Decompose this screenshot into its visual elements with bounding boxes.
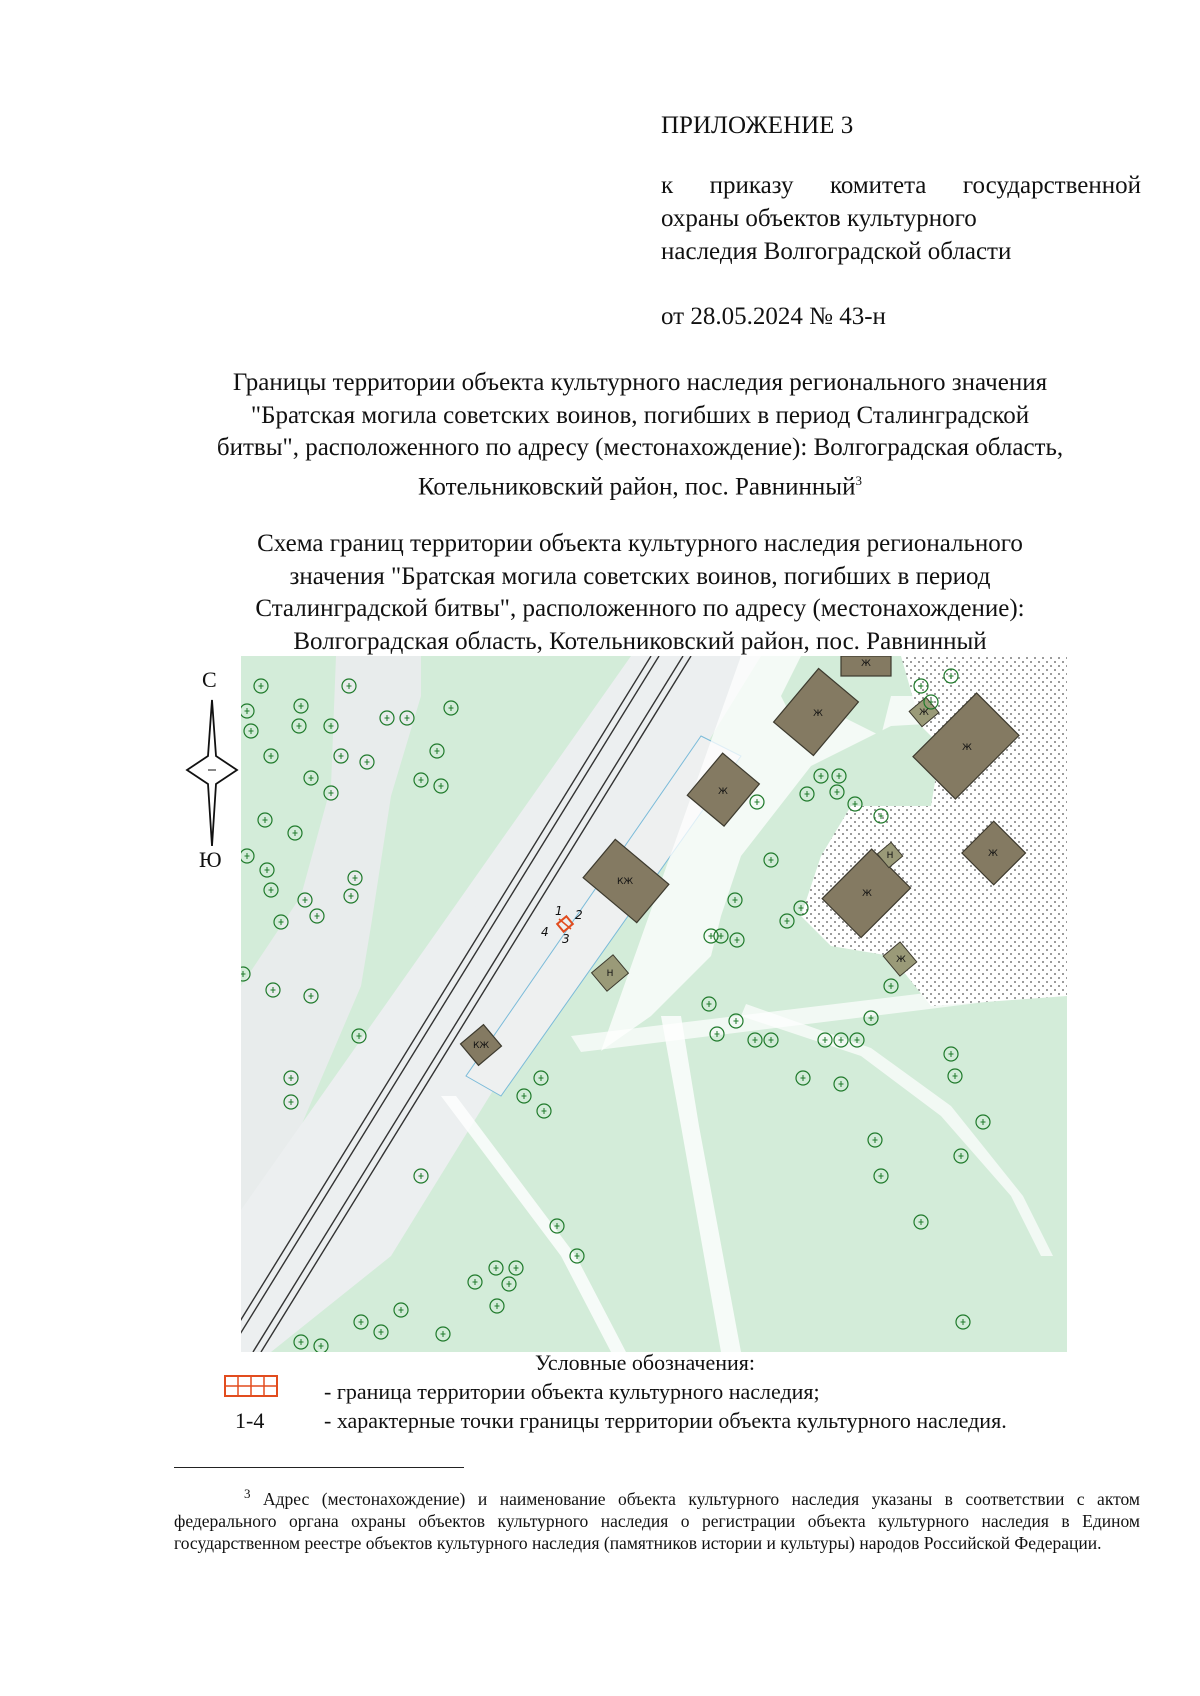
point-label-2: 2 xyxy=(575,908,583,922)
document-title xyxy=(150,367,1130,503)
order-line-1: к приказу комитета государственной xyxy=(661,172,1141,199)
title-line-4-text: Котельниковский район, пос. Равнинный xyxy=(418,472,856,500)
building-label-11: Ж xyxy=(861,659,871,669)
legend-heading: Условные обозначения: xyxy=(535,1350,756,1375)
scheme-title xyxy=(150,528,1130,658)
title-line-3: битвы", расположенного по адресу (местонахождение): Волгоградская область, xyxy=(216,434,1064,461)
building-label-10: Н xyxy=(606,969,614,979)
footnote-text: Адрес (местонахождение) и наименование объекта культурного наследия указаны в соответствии с актом федерального органа охраны объектов культурного наследия о регистрации объекта культурного наследия в Едином государственном реестре объектов культурного наследия (памятников истории и культуры) народов Российской Федерации. xyxy=(174,1488,1140,1553)
legend-boundary-text: - граница территории объекта культурного наследия; xyxy=(324,1379,820,1404)
scheme-line-3: Сталинградской битвы", расположенного по адресу (местонахождение): xyxy=(255,595,1025,622)
compass-arrow-icon xyxy=(185,698,239,848)
title-line-2: "Братская могила советских воинов, погибших в период Сталинградской xyxy=(250,401,1030,429)
building-label-9: Ж xyxy=(919,708,929,718)
site-map xyxy=(241,656,1067,1352)
order-date-number: от 28.05.2024 № 43-н xyxy=(661,303,886,330)
building-label-8: Ж xyxy=(896,955,906,965)
order-line-3: наследия Волгоградской области xyxy=(661,238,1012,265)
footnote-number: 3 xyxy=(244,1486,251,1501)
compass-north-label: С xyxy=(202,667,217,692)
building-label-3: КЖ xyxy=(616,877,634,887)
boundary-legend-icon xyxy=(224,1375,278,1397)
compass-south-label: Ю xyxy=(199,847,222,872)
building-label-5: Ж xyxy=(862,889,872,899)
scheme-line-2: значения "Братская могила советских воинов, погибших в период xyxy=(289,562,991,590)
building-label-1: Ж xyxy=(813,709,823,719)
building-label-6: Ж xyxy=(962,743,972,753)
legend-points-label: 1-4 xyxy=(235,1408,265,1433)
appendix-title: ПРИЛОЖЕНИЕ 3 xyxy=(661,112,854,139)
scheme-line-1: Схема границ территории объекта культурного наследия регионального xyxy=(257,530,1023,557)
title-line-4 xyxy=(150,465,1130,504)
point-label-4: 4 xyxy=(541,925,549,939)
legend-points-text: - характерные точки границы территории объекта культурного наследия. xyxy=(324,1408,1007,1433)
scheme-line-4: Волгоградская область, Котельниковский район, пос. Равнинный xyxy=(293,627,987,655)
building-label-7: Ж xyxy=(988,849,998,859)
point-label-1: 1 xyxy=(555,904,563,918)
building-label-4: КЖ xyxy=(472,1041,490,1051)
order-line-2: охраны объектов культурного xyxy=(661,205,977,232)
footnote xyxy=(174,1483,1140,1554)
building-label-12: Н xyxy=(886,851,894,861)
footnote-reference: 3 xyxy=(855,472,862,488)
point-label-3: 3 xyxy=(562,932,570,946)
title-line-1: Границы территории объекта культурного наследия регионального значения xyxy=(232,369,1048,396)
building-label-2: Ж xyxy=(718,787,728,797)
footnote-divider xyxy=(174,1467,464,1468)
